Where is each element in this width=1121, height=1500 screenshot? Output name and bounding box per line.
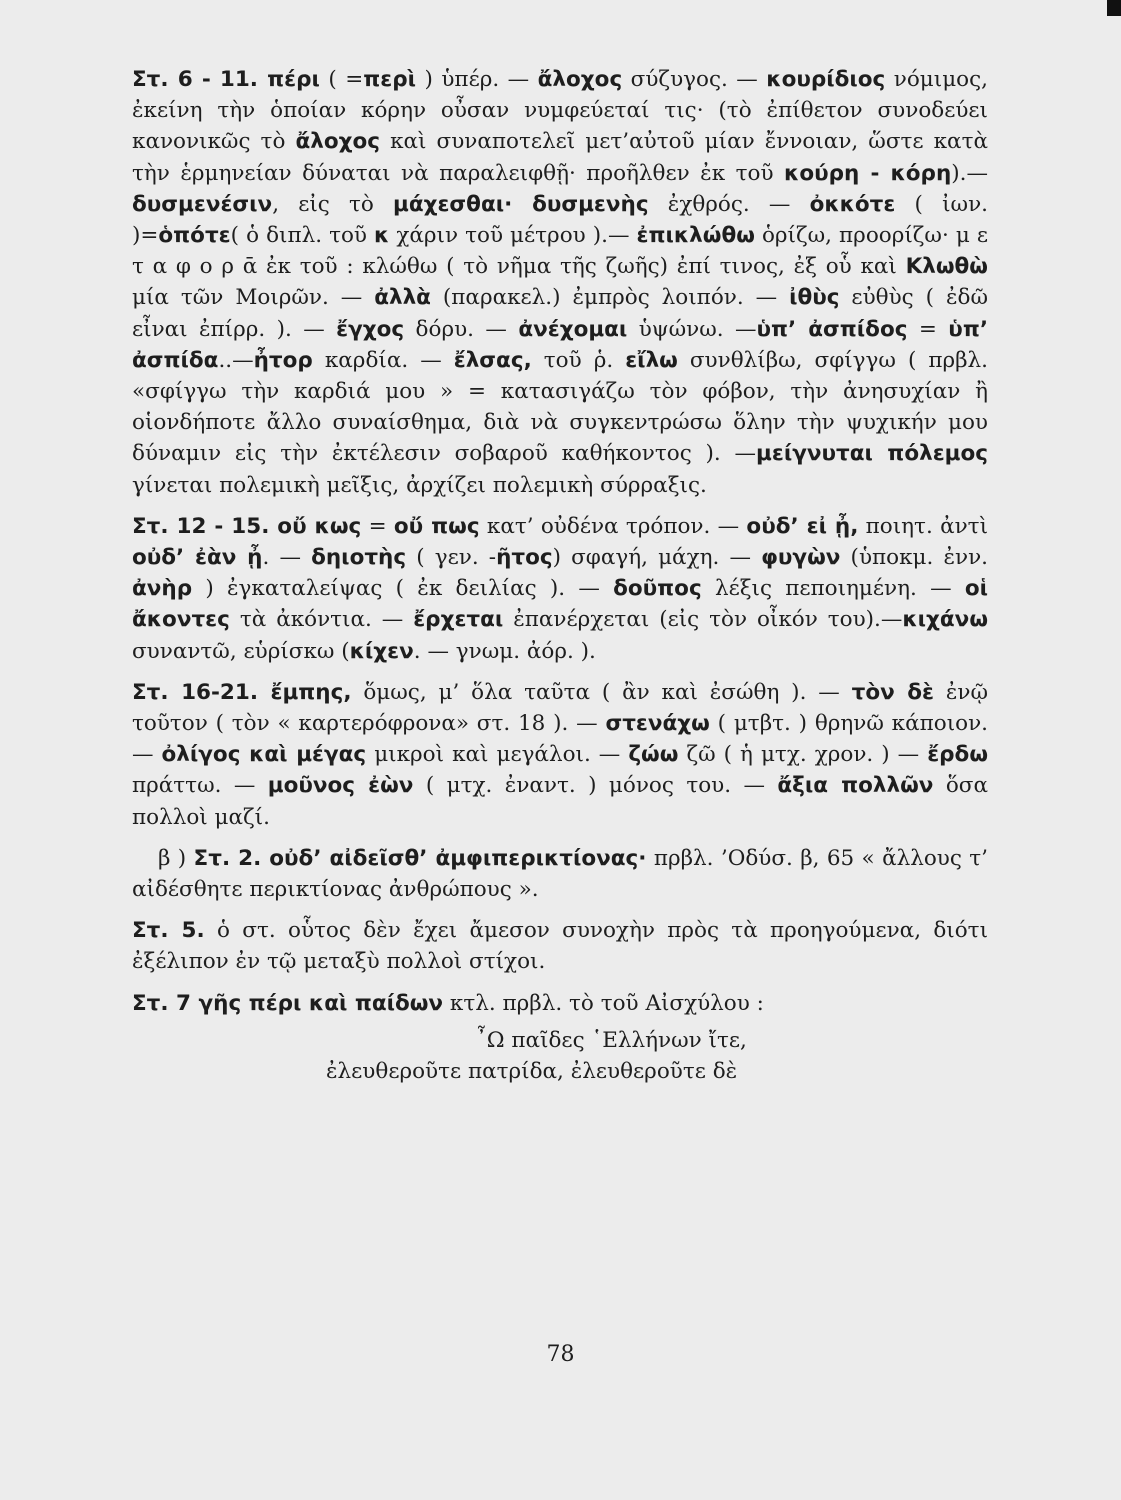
text-run: νόμιμος, ἐκείνη τὴν ὁποίαν κόρην οὖσαν νυμφεύεταί τις· (τὸ ἐπίθετον συνοδεύει κανονικῶς τὸ: [132, 67, 988, 155]
document-page: [132, 64, 988, 1087]
bold-term: εἴλω: [625, 347, 678, 373]
bold-term: Στ. 16-21. ἔμπης,: [132, 679, 352, 705]
bold-term: Στ. 6 - 11. πέρι: [132, 67, 320, 92]
text-run: ἐνῷ τοῦτον ( τὸν « καρτερόφρονα» στ. 18 ). —: [132, 679, 988, 737]
text-run: . — γνωμ. ἀόρ. ).: [413, 638, 596, 664]
bold-term: ἰθὺς: [789, 285, 840, 311]
text-run: ( γεν. -: [406, 545, 497, 571]
bold-term: φυγὼν: [761, 545, 841, 571]
text-run: ὅμως, μ’ ὅλα ταῦτα ( ἂν καὶ ἐσώθη ). —: [351, 679, 852, 705]
bold-term: Στ. 2. οὐδ’ αἰδεῖσθ’ ἀμφιπερικτίονας·: [193, 845, 647, 871]
bold-term: ἄλοχος: [537, 67, 623, 92]
bold-term: οὐδ’ ἐὰν ᾖ: [132, 545, 263, 571]
paragraph-st-5: [132, 915, 988, 977]
text-run: , εἰς τὸ: [272, 191, 393, 217]
text-run: β ): [158, 845, 194, 871]
text-run: πράττω. —: [132, 773, 268, 799]
text-run: ) ἐγκαταλείψας ( ἐκ δειλίας ). —: [192, 576, 614, 602]
text-run: =: [907, 316, 949, 342]
paragraph-beta-st-2: [132, 843, 988, 905]
text-run: καὶ συναποτελεῖ μετ’αὐτοῦ μίαν ἔννοιαν, ὥστε κατὰ τὴν ἑρμηνείαν δύναται νὰ παραλειφθῇ· προῆλθεν ἐκ τοῦ: [132, 129, 988, 186]
text-run: συναντῶ, εὑρίσκω (: [132, 638, 350, 664]
bold-term: μείγνυται πόλεμος: [756, 441, 988, 467]
text-run: (παρακελ.) ἐμπρὸς λοιπόν. —: [430, 285, 790, 311]
text-run: πρβλ. ’Οδύσ. β, 65 « ἄλλους τ’ αἰδέσθητε περικτίονας ἀνθρώπους ».: [132, 845, 988, 903]
bold-term: ἔλσας,: [453, 347, 532, 373]
bold-term: Στ. 7 γῆς πέρι καὶ παίδων: [132, 990, 444, 1016]
bold-term: ἔρδω: [927, 742, 989, 768]
bold-term: ἔρχεται: [413, 607, 504, 633]
text-run: (ὑποκμ. ἐνν.: [840, 545, 988, 571]
text-run: κατ’ οὐδένα τρόπον. —: [479, 513, 747, 539]
text-run: ὑψώνω. —: [627, 316, 757, 342]
text-run: ( =: [319, 67, 364, 92]
text-run: ἐπανέρχεται (εἰς τὸν οἶκόν του).—: [503, 607, 903, 633]
bold-term: ὑπ’ ἀσπίδα: [132, 316, 988, 373]
bold-term: Κλωθὼ: [905, 254, 988, 280]
bold-term: ἔγχος: [336, 316, 405, 342]
text-run: ).—: [951, 160, 988, 186]
text-run: χάριν τοῦ μέτρου ).—: [389, 223, 637, 249]
bold-term: ἀνέχομαι: [518, 316, 628, 342]
text-run: =: [361, 513, 394, 539]
bold-term: κιχάνω: [902, 607, 989, 633]
bold-term: ἄλοχος: [295, 129, 381, 155]
bold-term: κουρίδιος: [766, 67, 886, 92]
bold-term: ἄξια πολλῶν: [777, 773, 934, 799]
quote-line-2: ἐλευθεροῦτε πατρίδα, ἐλευθεροῦτε δὲ: [326, 1059, 738, 1085]
paragraph-st-12-15: [132, 511, 988, 667]
bold-term: κίχεν: [349, 638, 414, 664]
text-run: ὁρίζω, προορίζω· μ ε τ α φ ο ρ ᾱ ἐκ τοῦ : κλώθω ( τὸ νῆμα τῆς ζωῆς) ἐπί τινος, ἐξ οὗ καὶ: [132, 223, 988, 280]
text-run: ( ὁ διπλ. τοῦ: [230, 223, 375, 249]
bold-term: στενάχω: [605, 711, 710, 737]
bold-term: κ: [374, 223, 390, 249]
paragraph-st-6-11: [132, 64, 988, 501]
text-run: μία τῶν Μοιρῶν. —: [132, 285, 375, 311]
text-run: ποιητ. ἀντὶ: [858, 513, 989, 539]
text-run: ) σφαγή, μάχη. —: [552, 545, 762, 571]
text-run: τὰ ἀκόντια. —: [229, 607, 414, 633]
bold-term: ῆτος: [496, 545, 553, 571]
bold-term: οὐδ’ εἰ ᾖ,: [746, 513, 859, 539]
quote-line-1: ῏Ω παῖδες ῾Ελλήνων ἴτε,: [476, 1027, 747, 1053]
bold-term: ἦτορ: [253, 347, 313, 373]
text-run: μικροὶ καὶ μεγάλοι. —: [366, 742, 629, 768]
text-run: ὅσα πολλοὶ μαζί.: [132, 773, 988, 830]
bold-term: ὑπ’ ἀσπίδος: [756, 316, 908, 342]
text-run: ἐχθρός. —: [648, 191, 810, 217]
page-number: 78: [546, 1342, 575, 1367]
bold-term: ἀλλὰ: [374, 285, 431, 311]
paragraph-st-16-21: [132, 677, 988, 833]
bold-term: κούρη - κόρη: [784, 160, 952, 186]
text-run: λέξις πεποιημένη. —: [701, 576, 965, 602]
bold-term: τὸν δὲ: [851, 679, 934, 705]
bold-term: μοῦνος ἐὼν: [267, 773, 414, 799]
bold-term: ἀνὴρ: [132, 576, 193, 602]
text-run: ( μτχ. ἐναντ. ) μόνος του. —: [413, 773, 778, 799]
bold-term: ὀκκότε: [809, 191, 896, 217]
bold-term: δηιοτὴς: [311, 545, 407, 571]
text-run: ..—: [218, 347, 254, 373]
bold-term: Στ. 5.: [132, 918, 205, 944]
text-run: ( ἰων. )=: [132, 191, 988, 249]
text-run: ὁ στ. οὗτος δὲν ἔχει ἄμεσον συνοχὴν πρὸς τὰ προηγούμενα, διότι ἐξέλιπον ἐν τῷ μεταξὺ πολλοὶ στίχοι.: [132, 918, 988, 975]
text-run: τοῦ ῥ.: [531, 347, 626, 373]
text-run: δόρυ. —: [404, 316, 519, 342]
text-run: γίνεται πολεμικὴ μεῖξις, ἀρχίζει πολεμικὴ σύρραξις.: [132, 472, 707, 498]
text-run: . —: [262, 545, 312, 571]
text-run: σύζυγος. —: [622, 67, 767, 92]
bold-term: δοῦπος: [613, 576, 702, 602]
text-run: ( μτβτ. ) θρηνῶ κάποιον. —: [132, 711, 988, 768]
bold-term: ὀλίγος καὶ μέγας: [161, 742, 367, 768]
bold-term: οἱ ἄκοντες: [132, 576, 988, 633]
bold-term: ὁπότε: [158, 223, 231, 249]
text-run: ζῶ ( ἡ μτχ. χρον. ) —: [678, 742, 928, 768]
bold-term: ζώω: [628, 742, 679, 768]
bold-term: ἐπικλώθω: [636, 223, 755, 249]
paragraph-st-7: [132, 988, 988, 1019]
bold-term: περὶ: [363, 67, 416, 92]
text-run: εὐθὺς ( ἐδῶ εἶναι ἐπίρρ. ). —: [132, 285, 988, 342]
bold-term: οὔ πως: [393, 513, 480, 539]
text-run: κτλ. πρβλ. τὸ τοῦ Αἰσχύλου :: [443, 990, 764, 1016]
aeschylus-quote: [132, 1025, 988, 1087]
text-run: συνθλίβω, σφίγγω ( πρβλ. «σφίγγω τὴν καρδιά μου » = κατασιγάζω τὸν φόβον, τὴν ἀνησυχίαν ἢ οἱονδήποτε ἄλλο συναίσθημα, διὰ νὰ συγκεντρώσω ὅλην τὴν ψυχικήν μου δύναμιν εἰς τὴν ἐκτέλεσιν σοβαροῦ καθήκοντος ). —: [132, 347, 989, 467]
bold-term: μάχεσθαι· δυσμενὴς: [393, 191, 649, 217]
scan-corner-mark: [1107, 0, 1121, 16]
bold-term: δυσμενέσιν: [132, 191, 273, 217]
bold-term: Στ. 12 - 15. οὔ κως: [132, 513, 362, 539]
text-run: ) ὑπέρ. —: [416, 67, 538, 92]
text-run: καρδία. —: [312, 347, 454, 373]
